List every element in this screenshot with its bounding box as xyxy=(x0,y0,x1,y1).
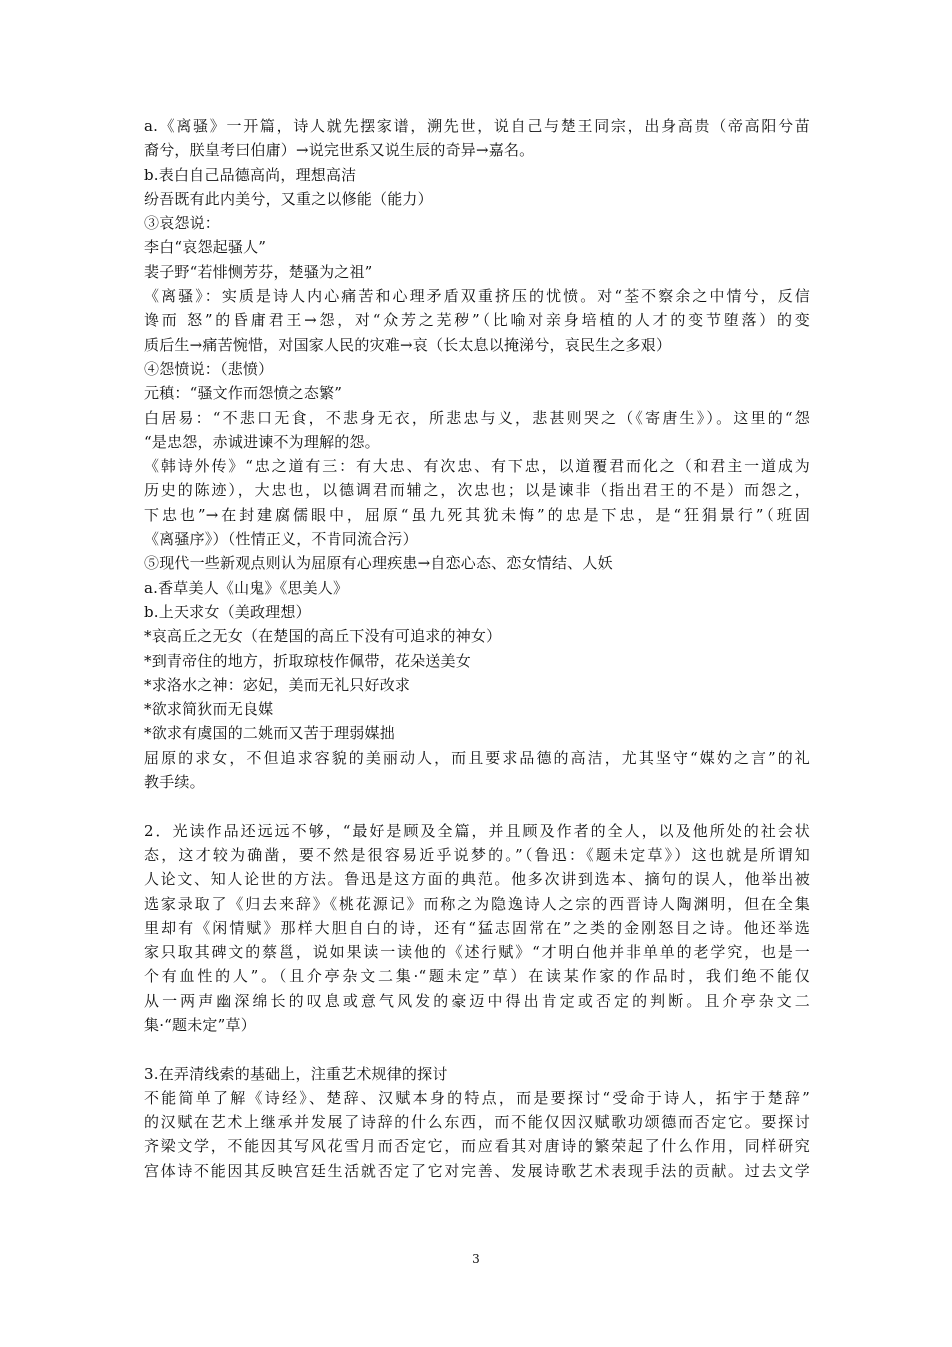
text-line: 屈原的求女，不但追求容貌的美丽动人，而且要求品德的高洁，尤其坚守“媒妁之言”的礼 xyxy=(144,748,810,767)
text-line: 下忠也”→在封建腐儒眼中，屈原“虽九死其犹未悔”的忠是下忠，是“狂狷景行”（班固 xyxy=(144,505,810,524)
text-line: 裴子野“若悱恻芳芬，楚骚为之祖” xyxy=(144,262,373,281)
text-line: “是忠怨，赤诚进谏不为理解的怨。 xyxy=(144,432,380,451)
text-line: 历史的陈迹），大忠也，以德调君而辅之，次忠也；以是谏非（指出君王的不是）而怨之， xyxy=(144,481,810,500)
body-text xyxy=(144,114,810,1183)
text-line: 《离骚序》）（性情正义，不肯同流合污） xyxy=(144,530,418,549)
text-line: ④怨愤说：（悲愤） xyxy=(144,359,274,378)
text-line: 纷吾既有此内美兮，又重之以修能（能力） xyxy=(144,189,433,208)
text-line: 《离骚》：实质是诗人内心痛苦和心理矛盾双重挤压的忧愤。对“荃不察余之中情兮，反信 xyxy=(144,287,810,306)
text-line: 教手续。 xyxy=(144,773,205,792)
text-line: ③哀怨说： xyxy=(144,214,221,233)
text-line: b.表白自己品德高尚，理想高洁 xyxy=(144,165,357,184)
text-line: 谗而 怒”的昏庸君王→怨，对“众芳之芜秽”（比喻对亲身培植的人才的变节堕落）的变 xyxy=(144,311,810,330)
text-line: 家只取其碑文的蔡邕，说如果读一读他的《述行赋》“才明白他并非单单的老学究，也是一 xyxy=(144,943,810,962)
text-line: 里却有《闲情赋》那样大胆自白的诗，还有“猛志固常在”之类的金刚怒目之诗。他还举选 xyxy=(144,918,810,937)
text-line: 3.在弄清线索的基础上，注重艺术规律的探讨 xyxy=(144,1064,448,1083)
text-line: 宫体诗不能因其反映宫廷生活就否定了它对完善、发展诗歌艺术表现手法的贡献。过去文学 xyxy=(144,1161,810,1180)
paragraph-gap xyxy=(144,794,810,818)
page-number: 3 xyxy=(472,1252,480,1266)
text-line: 齐梁文学，不能因其写风花雪月而否定它，而应看其对唐诗的繁荣起了什么作用，同样研究 xyxy=(144,1137,810,1156)
text-line: 李白“哀怨起骚人” xyxy=(144,238,267,257)
text-line: 个有血性的人”。（且介亭杂文二集·“题未定”草）在读某作家的作品时，我们绝不能仅 xyxy=(144,967,810,986)
text-line: 选家录取了《归去来辞》《桃花源记》而称之为隐逸诗人之宗的西晋诗人陶渊明，但在全集 xyxy=(144,894,810,913)
text-line: 元稹：“骚文作而怨愤之态繁” xyxy=(144,384,343,403)
text-line: 的汉赋在艺术上继承并发展了诗辞的什么东西，而不能仅因汉赋歌功颂德而否定它。要探讨 xyxy=(144,1113,810,1132)
text-line: b.上天求女（美政理想） xyxy=(144,602,311,621)
text-line: *到青帝住的地方，折取琼枝作佩带，花朵送美女 xyxy=(144,651,471,670)
text-line: *欲求简狄而无良媒 xyxy=(144,700,274,719)
text-line: 态，这才较为确凿，要不然是很容易近乎说梦的。”（鲁迅：《题未定草》）这也就是所谓知 xyxy=(144,845,810,864)
text-line: *哀高丘之无女（在楚国的高丘下没有可追求的神女） xyxy=(144,627,502,646)
text-line: 裔兮，朕皇考曰伯庸）→说完世系又说生辰的奇异→嘉名。 xyxy=(144,141,535,160)
text-line: 白居易：“不悲口无食，不悲身无衣，所悲忠与义，悲甚则哭之（《寄唐生》）。这里的“怨 xyxy=(144,408,810,427)
text-line: a.《离骚》一开篇，诗人就先摆家谱，溯先世，说自己与楚王同宗，出身高贵（帝高阳兮苗 xyxy=(144,117,810,135)
text-line: 从一两声幽深绵长的叹息或意气风发的豪迈中得出肯定或否定的判断。且介亭杂文二 xyxy=(144,991,810,1010)
text-line: *求洛水之神：宓妃，美而无礼只好改求 xyxy=(144,675,411,694)
text-line: 2．光读作品还远远不够，“最好是顾及全篇，并且顾及作者的全人，以及他所处的社会状 xyxy=(144,821,810,840)
text-line: 集·“题未定”草） xyxy=(144,1015,256,1034)
text-line: 不能简单了解《诗经》、楚辞、汉赋本身的特点，而是要探讨“受命于诗人，拓宇于楚辞” xyxy=(144,1088,810,1107)
paragraph-gap xyxy=(144,1037,810,1061)
text-line: *欲求有虞国的二姚而又苦于理弱媒拙 xyxy=(144,724,395,743)
text-line: 人论文、知人论世的方法。鲁迅是这方面的典范。他多次讲到选本、摘句的误人，他举出被 xyxy=(144,870,810,889)
text-line: 质后生→痛苦惋惜，对国家人民的灾难→哀（长太息以掩涕兮，哀民生之多艰） xyxy=(144,335,672,354)
text-line: ⑤现代一些新观点则认为屈原有心理疾患→自恋心态、恋女情结、人妖 xyxy=(144,554,613,573)
text-line: 《韩诗外传》“忠之道有三：有大忠、有次忠、有下忠，以道覆君而化之（和君主一道成为 xyxy=(144,457,810,476)
text-line: a.香草美人《山鬼》《思美人》 xyxy=(144,578,349,597)
